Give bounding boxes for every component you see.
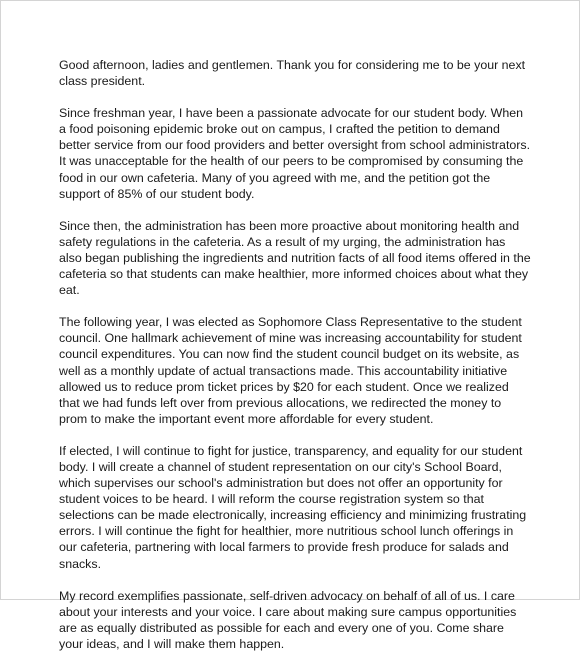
paragraph-greeting: Good afternoon, ladies and gentlemen. Thank you for considering me to be your next class president. bbox=[59, 58, 526, 89]
paragraph-petition: Since freshman year, I have been a passionate advocate for our student body. When a food poisoning epidemic broke out on campus, I crafted the petition to demand better service from our food providers and better oversight from school administrators. It was unacceptable for the health of our peers to be compromised by consuming the food in our own cafeteria. Many of you agreed with me, and the petition got the support of 85% of our student body. bbox=[59, 106, 531, 201]
paragraph-closing: My record exemplifies passionate, self-driven advocacy on behalf of all of us. I care about your interests and your voice. I care about making sure campus opportunities are as equally distributed as possible for each and every one of you. Come share your ideas, and I will make them happen. bbox=[59, 588, 517, 651]
paragraph-cafeteria-regulations: Since then, the administration has been more proactive about monitoring health and safety regulations in the cafeteria. As a result of my urging, the administration has also began publishing the ingredients and nutrition facts of all food items offered in the cafeteria so that students can make healthier, more informed choices about what they eat. bbox=[59, 218, 531, 298]
speech-body bbox=[59, 57, 531, 668]
paragraph-campaign-promises: If elected, I will continue to fight for justice, transparency, and equality for our student body. I will create a channel of student representation on our city's School Board, which supervises our school's administration but does not offer an opportunity for student voices to be heard. I will reform the course registration system so that selections can be made electronically, increasing efficiency and minimizing frustrating errors. I will continue the fight for healthier, more nutritious school lunch offerings in our cafeteria, partnering with local farmers to provide fresh produce for salads and snacks. bbox=[59, 443, 527, 571]
paragraph-sophomore-representative: The following year, I was elected as Sophomore Class Representative to the student council. One hallmark achievement of mine was increasing accountability for student council expenditures. You can now find the student council budget on its website, as well as a monthly update of actual transactions made. This accountability initiative allowed us to reduce prom ticket prices by $20 for each student. Once we realized that we had funds left over from previous allocations, we redirected the money to prom to make the important event more affordable for every student. bbox=[59, 315, 522, 426]
